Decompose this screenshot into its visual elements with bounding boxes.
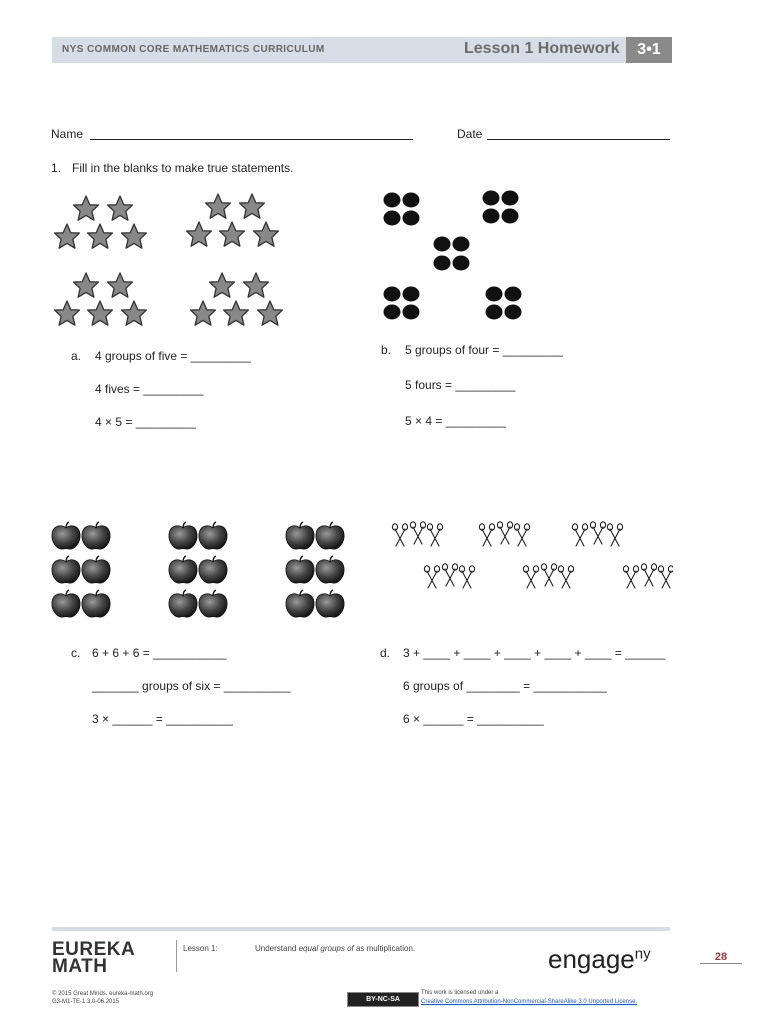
dot-group <box>384 287 420 320</box>
dot-groups-image <box>378 188 528 324</box>
scissors-group <box>523 564 573 588</box>
scissors-groups-image <box>388 518 673 594</box>
page-number: 28 <box>700 951 742 964</box>
copyright-text: © 2015 Great Minds. eureka-math.org <box>52 991 154 997</box>
engage-ny-logo: engage$^{ny}$ <box>548 944 651 974</box>
apple-groups-image <box>50 518 350 622</box>
footer-lesson-title: Understand equal groups of as multiplication. <box>255 944 416 953</box>
part-d-line1: 3 + ____ + ____ + ____ + ____ + ____ = ______ <box>403 646 666 660</box>
logo-line2: MATH <box>52 956 108 977</box>
part-a-line1: 4 groups of five = _________ <box>95 349 251 363</box>
part-b-line3: 5 × 4 = _________ <box>405 414 506 428</box>
star-group <box>55 196 147 248</box>
scissors-group <box>479 522 529 546</box>
scissors-group <box>424 564 474 588</box>
document-code: G3-M1-TE-1.3.0-06.2015 <box>52 999 120 1005</box>
logo-line1: EUREKA <box>52 939 136 960</box>
dot-group <box>486 287 522 320</box>
date-field[interactable] <box>487 139 670 140</box>
footer-divider <box>176 940 177 972</box>
name-label: Name <box>51 127 84 141</box>
eureka-math-logo <box>52 941 135 975</box>
part-a-line2: 4 fives = _________ <box>95 382 204 396</box>
star-groups-image <box>48 190 293 330</box>
star-group <box>187 194 279 246</box>
dot-group <box>434 237 470 271</box>
curriculum-title: NYS COMMON CORE MATHEMATICS CURRICULUM <box>62 44 325 55</box>
apple-group <box>286 522 344 617</box>
part-c-line3: 3 × ______ = __________ <box>92 712 233 726</box>
part-b-line2: 5 fours = _________ <box>405 378 516 392</box>
dot-group <box>483 191 519 224</box>
part-c-line1: 6 + 6 + 6 = ___________ <box>92 646 227 660</box>
footer-lesson-label: Lesson 1: <box>183 944 218 953</box>
part-a-line3: 4 × 5 = _________ <box>95 415 196 429</box>
license-text: This work is licensed under a <box>421 990 499 996</box>
cc-license-badge: BY-NC-SA <box>347 992 419 1007</box>
date-label: Date <box>457 127 483 141</box>
question-number: 1. <box>51 161 62 175</box>
scissors-group <box>392 522 442 546</box>
part-d-line3: 6 × ______ = __________ <box>403 712 544 726</box>
license-link[interactable]: Creative Commons Attribution-NonCommercial-ShareAlike 3.0 Unported License. <box>421 999 638 1005</box>
apple-group <box>169 522 227 617</box>
lesson-title: Lesson 1 Homework <box>464 40 620 57</box>
grade-module-badge: 3•1 <box>626 37 672 63</box>
scissors-group <box>623 564 673 588</box>
part-b-label: b. <box>381 343 392 357</box>
part-d-line2: 6 groups of ________ = ___________ <box>403 679 607 693</box>
footer-rule <box>52 927 670 931</box>
name-field[interactable] <box>90 139 413 140</box>
question-instruction: Fill in the blanks to make true statements. <box>72 161 294 175</box>
dot-group <box>384 193 420 226</box>
star-group <box>55 273 147 325</box>
part-c-line2: _______ groups of six = __________ <box>92 679 291 693</box>
scissors-group <box>572 522 622 546</box>
part-b-line1: 5 groups of four = _________ <box>405 343 563 357</box>
part-a-label: a. <box>71 349 82 363</box>
apple-group <box>52 522 110 617</box>
part-c-label: c. <box>71 646 81 660</box>
star-group <box>191 273 283 325</box>
part-d-label: d. <box>380 646 391 660</box>
